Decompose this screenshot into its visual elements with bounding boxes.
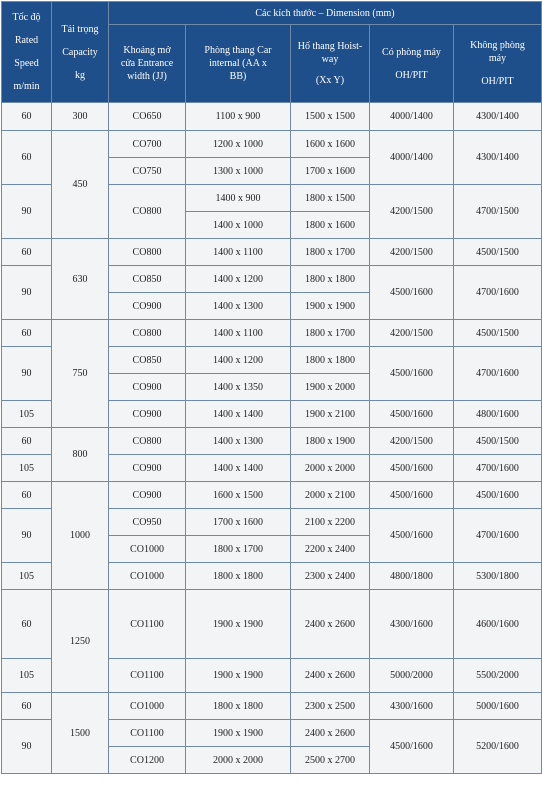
entrance-cell: CO900 [109,455,186,482]
with-room-cell: 4500/1600 [370,720,454,774]
hoist-cell: 1800 x 1500 [291,185,370,212]
speed-cell: 105 [2,455,52,482]
capacity-cell: 800 [52,428,109,482]
capacity-cell: 300 [52,103,109,131]
table-row [2,103,542,131]
speed-cell: 90 [2,266,52,320]
entrance-cell: CO900 [109,401,186,428]
no-room-cell: 4500/1500 [454,239,542,266]
speed-cell: 105 [2,563,52,590]
hoist-cell: 1600 x 1600 [291,131,370,158]
speed-cell: 60 [2,482,52,509]
table-row [2,131,542,158]
header-with-machine-room: Có phòng máy OH/PIT [370,25,454,103]
capacity-cell: 630 [52,239,109,320]
entrance-cell: CO1100 [109,659,186,693]
car-cell: 1300 x 1000 [186,158,291,185]
no-room-cell: 4700/1600 [454,509,542,563]
capacity-cell: 750 [52,320,109,428]
entrance-cell: CO850 [109,266,186,293]
car-cell: 1900 x 1900 [186,720,291,747]
car-cell: 1800 x 1700 [186,536,291,563]
car-cell: 1400 x 1200 [186,266,291,293]
capacity-cell: 1250 [52,590,109,693]
capacity-cell: 1500 [52,693,109,774]
with-room-cell: 4800/1800 [370,563,454,590]
speed-cell: 60 [2,590,52,659]
with-room-cell: 4300/1600 [370,590,454,659]
entrance-cell: CO800 [109,428,186,455]
with-room-cell: 4500/1600 [370,347,454,401]
table-row [2,693,542,720]
hoist-cell: 2400 x 2600 [291,720,370,747]
hoist-cell: 1800 x 1800 [291,266,370,293]
entrance-cell: CO650 [109,103,186,131]
hoist-cell: 2300 x 2400 [291,563,370,590]
hoist-cell: 1900 x 2000 [291,374,370,401]
speed-cell: 60 [2,103,52,131]
no-room-cell: 4600/1600 [454,590,542,659]
hoist-cell: 2100 x 2200 [291,509,370,536]
with-room-cell: 4500/1600 [370,482,454,509]
car-cell: 1400 x 1100 [186,239,291,266]
speed-cell: 90 [2,509,52,563]
header-speed: Tốc độ Rated Speed m/min [2,2,52,103]
table-row [2,320,542,347]
with-room-cell: 4200/1500 [370,185,454,239]
hoist-cell: 2000 x 2000 [291,455,370,482]
speed-cell: 60 [2,239,52,266]
hoist-cell: 1800 x 1700 [291,239,370,266]
entrance-cell: CO700 [109,131,186,158]
entrance-cell: CO900 [109,374,186,401]
table-row [2,428,542,455]
car-cell: 1400 x 900 [186,185,291,212]
car-cell: 1400 x 1350 [186,374,291,401]
no-room-cell: 4700/1600 [454,455,542,482]
speed-cell: 60 [2,428,52,455]
no-room-cell: 4300/1400 [454,131,542,185]
with-room-cell: 4500/1600 [370,509,454,563]
entrance-cell: CO800 [109,185,186,239]
car-cell: 1700 x 1600 [186,509,291,536]
car-cell: 1200 x 1000 [186,131,291,158]
speed-cell: 60 [2,131,52,185]
entrance-cell: CO950 [109,509,186,536]
entrance-cell: CO750 [109,158,186,185]
car-cell: 1400 x 1400 [186,401,291,428]
hoist-cell: 2400 x 2600 [291,590,370,659]
no-room-cell: 4500/1500 [454,320,542,347]
speed-cell: 60 [2,320,52,347]
no-room-cell: 4500/1500 [454,428,542,455]
car-cell: 1400 x 1300 [186,428,291,455]
speed-cell: 90 [2,720,52,774]
with-room-cell: 4200/1500 [370,239,454,266]
no-room-cell: 4500/1600 [454,482,542,509]
car-cell: 1400 x 1100 [186,320,291,347]
car-cell: 1400 x 1000 [186,212,291,239]
no-room-cell: 5000/1600 [454,693,542,720]
speed-cell: 60 [2,693,52,720]
with-room-cell: 4500/1600 [370,401,454,428]
hoist-cell: 1700 x 1600 [291,158,370,185]
hoist-cell: 2200 x 2400 [291,536,370,563]
table-row [2,482,542,509]
car-cell: 1900 x 1900 [186,659,291,693]
hoist-cell: 1500 x 1500 [291,103,370,131]
speed-cell: 90 [2,347,52,401]
capacity-cell: 1000 [52,482,109,590]
hoist-cell: 1800 x 1800 [291,347,370,374]
no-room-cell: 5200/1600 [454,720,542,774]
speed-cell: 105 [2,401,52,428]
with-room-cell: 4000/1400 [370,131,454,185]
entrance-cell: CO1200 [109,747,186,774]
with-room-cell: 4500/1600 [370,266,454,320]
speed-cell: 105 [2,659,52,693]
entrance-cell: CO1000 [109,693,186,720]
hoist-cell: 1800 x 1700 [291,320,370,347]
header-dimension: Các kích thước – Dimension (mm) [109,2,542,25]
entrance-cell: CO1100 [109,720,186,747]
table-row [2,239,542,266]
header-car: Phòng thang Car internal (AA x BB) [186,25,291,103]
hoist-cell: 1900 x 1900 [291,293,370,320]
no-room-cell: 5300/1800 [454,563,542,590]
header-no-machine-room: Không phòng máy OH/PIT [454,25,542,103]
hoist-cell: 1800 x 1900 [291,428,370,455]
no-room-cell: 4300/1400 [454,103,542,131]
car-cell: 1100 x 900 [186,103,291,131]
hoist-cell: 2400 x 2600 [291,659,370,693]
car-cell: 1800 x 1800 [186,693,291,720]
no-room-cell: 4800/1600 [454,401,542,428]
header-capacity: Tải trọng Capacity kg [52,2,109,103]
entrance-cell: CO850 [109,347,186,374]
no-room-cell: 4700/1600 [454,266,542,320]
car-cell: 2000 x 2000 [186,747,291,774]
with-room-cell: 5000/2000 [370,659,454,693]
header-hoist: Hố thang Hoist- way (Xx Y) [291,25,370,103]
capacity-cell: 450 [52,131,109,239]
table-row [2,590,542,659]
entrance-cell: CO900 [109,482,186,509]
with-room-cell: 4500/1600 [370,455,454,482]
car-cell: 1400 x 1400 [186,455,291,482]
hoist-cell: 1800 x 1600 [291,212,370,239]
car-cell: 1400 x 1200 [186,347,291,374]
entrance-cell: CO1000 [109,536,186,563]
car-cell: 1600 x 1500 [186,482,291,509]
car-cell: 1800 x 1800 [186,563,291,590]
no-room-cell: 5500/2000 [454,659,542,693]
header-entrance: Khoảng mở cửa Entrance width (JJ) [109,25,186,103]
car-cell: 1400 x 1300 [186,293,291,320]
with-room-cell: 4300/1600 [370,693,454,720]
entrance-cell: CO1100 [109,590,186,659]
hoist-cell: 1900 x 2100 [291,401,370,428]
with-room-cell: 4200/1500 [370,428,454,455]
with-room-cell: 4200/1500 [370,320,454,347]
hoist-cell: 2000 x 2100 [291,482,370,509]
with-room-cell: 4000/1400 [370,103,454,131]
speed-cell: 90 [2,185,52,239]
entrance-cell: CO800 [109,320,186,347]
hoist-cell: 2300 x 2500 [291,693,370,720]
entrance-cell: CO1000 [109,563,186,590]
no-room-cell: 4700/1500 [454,185,542,239]
entrance-cell: CO800 [109,239,186,266]
car-cell: 1900 x 1900 [186,590,291,659]
entrance-cell: CO900 [109,293,186,320]
no-room-cell: 4700/1600 [454,347,542,401]
elevator-dimension-table [1,1,542,774]
hoist-cell: 2500 x 2700 [291,747,370,774]
